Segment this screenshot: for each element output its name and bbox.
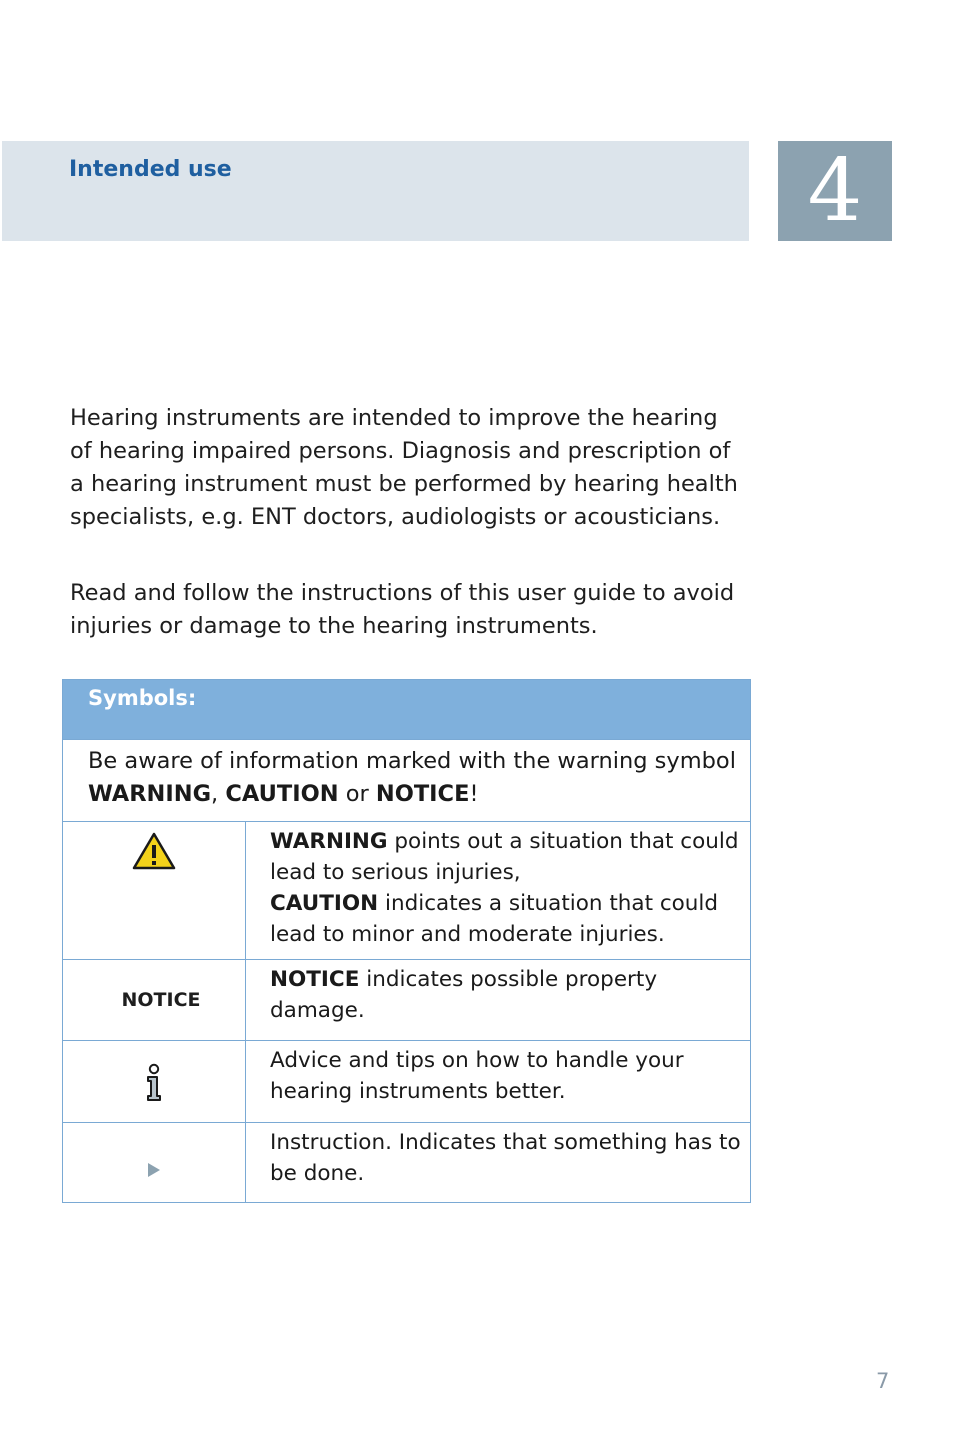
instruction-arrow-icon bbox=[147, 1162, 161, 1178]
notice-text: indicates possible property damage. bbox=[270, 967, 658, 1023]
warning-text: points out a situation that could lead to serious injuries, bbox=[270, 829, 739, 885]
section-title: Intended use bbox=[69, 157, 232, 182]
intro-or: or bbox=[338, 781, 376, 807]
intro-end: ! bbox=[469, 781, 479, 807]
chapter-number: 4 bbox=[778, 141, 892, 241]
symbols-intro-text: Be aware of information marked with the warning symbol bbox=[88, 748, 736, 774]
notice-label: NOTICE bbox=[121, 989, 201, 1011]
symbol-cell bbox=[63, 960, 246, 1040]
intro-paragraph: Hearing instruments are intended to improve the hearing of hearing impaired persons. Diagnosis and prescription of a hearing instrument must be performed by hearing health specialists, e.g. ENT doctors, audiologists or acousticians. bbox=[70, 405, 738, 530]
symbol-description: Instruction. Indicates that something has to be done. bbox=[270, 1130, 741, 1186]
symbol-description bbox=[246, 822, 750, 959]
intro-separator: , bbox=[211, 781, 226, 807]
page-number: 7 bbox=[876, 1369, 890, 1393]
table-row bbox=[63, 1040, 750, 1122]
symbol-cell bbox=[63, 822, 246, 959]
symbol-description: Advice and tips on how to handle your hearing instruments better. bbox=[270, 1048, 684, 1104]
symbol-cell bbox=[63, 1041, 246, 1122]
symbols-intro bbox=[63, 739, 750, 821]
warning-term: WARNING bbox=[88, 781, 212, 807]
symbol-cell bbox=[63, 1123, 246, 1202]
caution-term: CAUTION bbox=[270, 891, 379, 916]
warning-term: WARNING bbox=[270, 829, 388, 854]
header-band bbox=[2, 141, 749, 241]
table-row bbox=[63, 821, 750, 959]
warning-triangle-icon bbox=[132, 832, 176, 870]
instructions-paragraph: Read and follow the instructions of this user guide to avoid injuries or damage to the hearing instruments. bbox=[70, 580, 735, 639]
notice-term: NOTICE bbox=[375, 781, 470, 807]
symbols-heading: Symbols: bbox=[63, 680, 750, 739]
info-icon bbox=[144, 1062, 164, 1102]
caution-term: CAUTION bbox=[225, 781, 339, 807]
symbol-description bbox=[246, 960, 750, 1040]
symbols-table bbox=[62, 679, 751, 1203]
caution-text: indicates a situation that could lead to minor and moderate injuries. bbox=[270, 891, 719, 947]
notice-term: NOTICE bbox=[270, 967, 360, 992]
table-row bbox=[63, 1122, 750, 1202]
table-row bbox=[63, 959, 750, 1040]
